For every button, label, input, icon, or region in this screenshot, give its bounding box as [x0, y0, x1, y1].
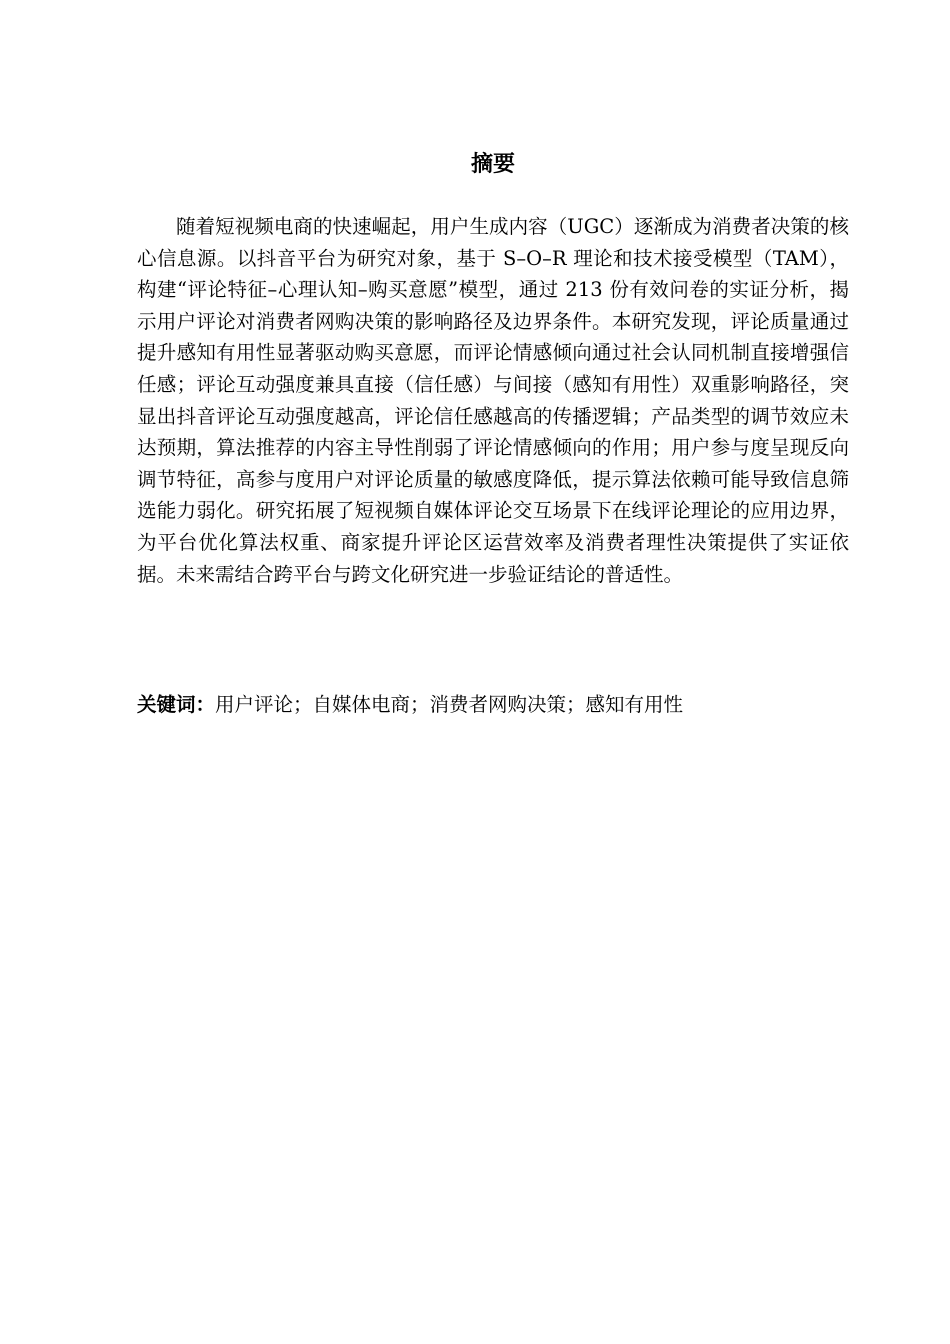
keywords-line	[137, 689, 849, 721]
abstract-body: 随着短视频电商的快速崛起，用户生成内容（UGC）逐渐成为消费者决策的核心信息源。以抖音平台为研究对象，基于 S–O–R 理论和技术接受模型（TAM），构建“评论特征–心理认知–购买意愿”模型，通过 213 份有效问卷的实证分析，揭示用户评论对消费者网购决策的影响路径及边界条件。本研究发现，评论质量通过提升感知有用性显著驱动购买意愿，而评论情感倾向通过社会认同机制直接增强信任感；评论互动强度兼具直接（信任感）与间接（感知有用性）双重影响路径，突显出抖音评论互动强度越高，评论信任感越高的传播逻辑；产品类型的调节效应未达预期，算法推荐的内容主导性削弱了评论情感倾向的作用；用户参与度呈现反向调节特征，高参与度用户对评论质量的敏感度降低，提示算法依赖可能导致信息筛选能力弱化。研究拓展了短视频自媒体评论交互场景下在线评论理论的应用边界，为平台优化算法权重、商家提升评论区运营效率及消费者理性决策提供了实证依据。未来需结合跨平台与跨文化研究进一步验证结论的普适性。	[137, 215, 849, 586]
keywords-text: 用户评论；自媒体电商；消费者网购决策；感知有用性	[215, 693, 684, 716]
abstract-title: 摘要	[470, 152, 515, 177]
keywords-label: 关键词：	[137, 693, 216, 716]
